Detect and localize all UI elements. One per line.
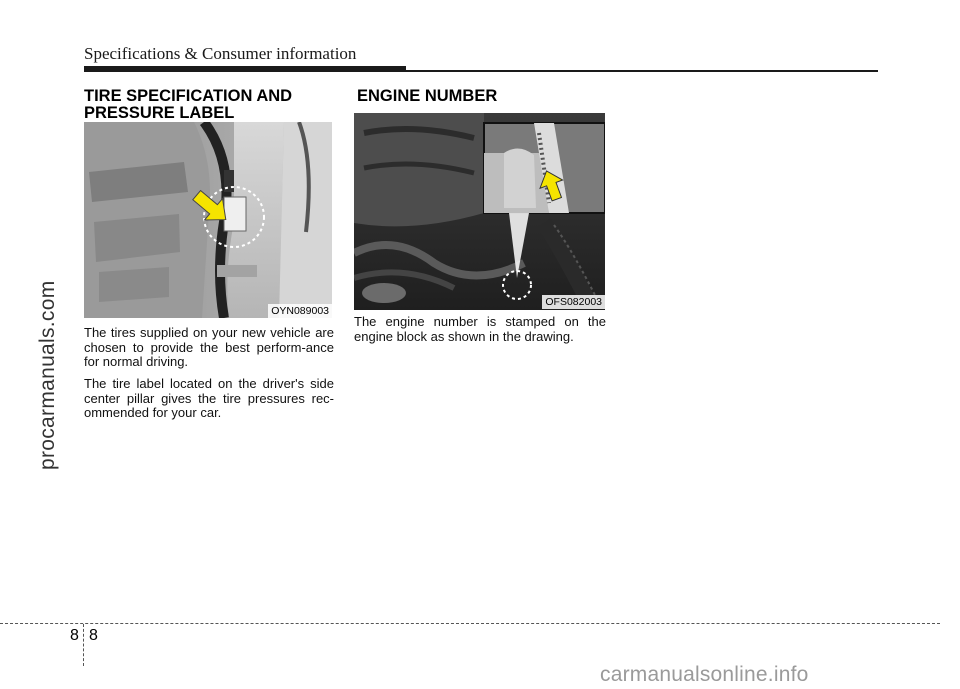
side-watermark: procarmanuals.com [36,280,59,470]
tire-section-heading: TIRE SPECIFICATION AND PRESSURE LABEL [84,87,293,122]
tire-paragraph-1: The tires supplied on your new vehicle are chosen to provide the best perform-ance for normal driving. [84,325,334,370]
running-header: Specifications & Consumer information [84,44,357,63]
bottom-watermark: carmanualsonline.info [600,663,809,686]
tire-label-photo [84,122,332,318]
header-rule-thin [406,70,878,72]
footer-divider [83,624,84,666]
footer-rule [0,623,940,624]
engine-bay-illustration [354,113,605,310]
tire-paragraph-2: The tire label located on the driver's side center pillar gives the tire pressures rec-ommended for your car. [84,376,334,421]
engine-section-heading: ENGINE NUMBER [357,87,498,105]
door-pillar-illustration [84,122,332,318]
header-rule-thick [84,66,406,72]
engine-number-photo [354,113,605,310]
page-number: 8 [89,627,98,644]
tire-image-code: OYN089003 [268,304,332,318]
engine-image-code: OFS082003 [542,295,605,309]
page-section-number: 8 [70,627,79,644]
engine-paragraph-1: The engine number is stamped on the engine block as shown in the drawing. [354,314,606,344]
